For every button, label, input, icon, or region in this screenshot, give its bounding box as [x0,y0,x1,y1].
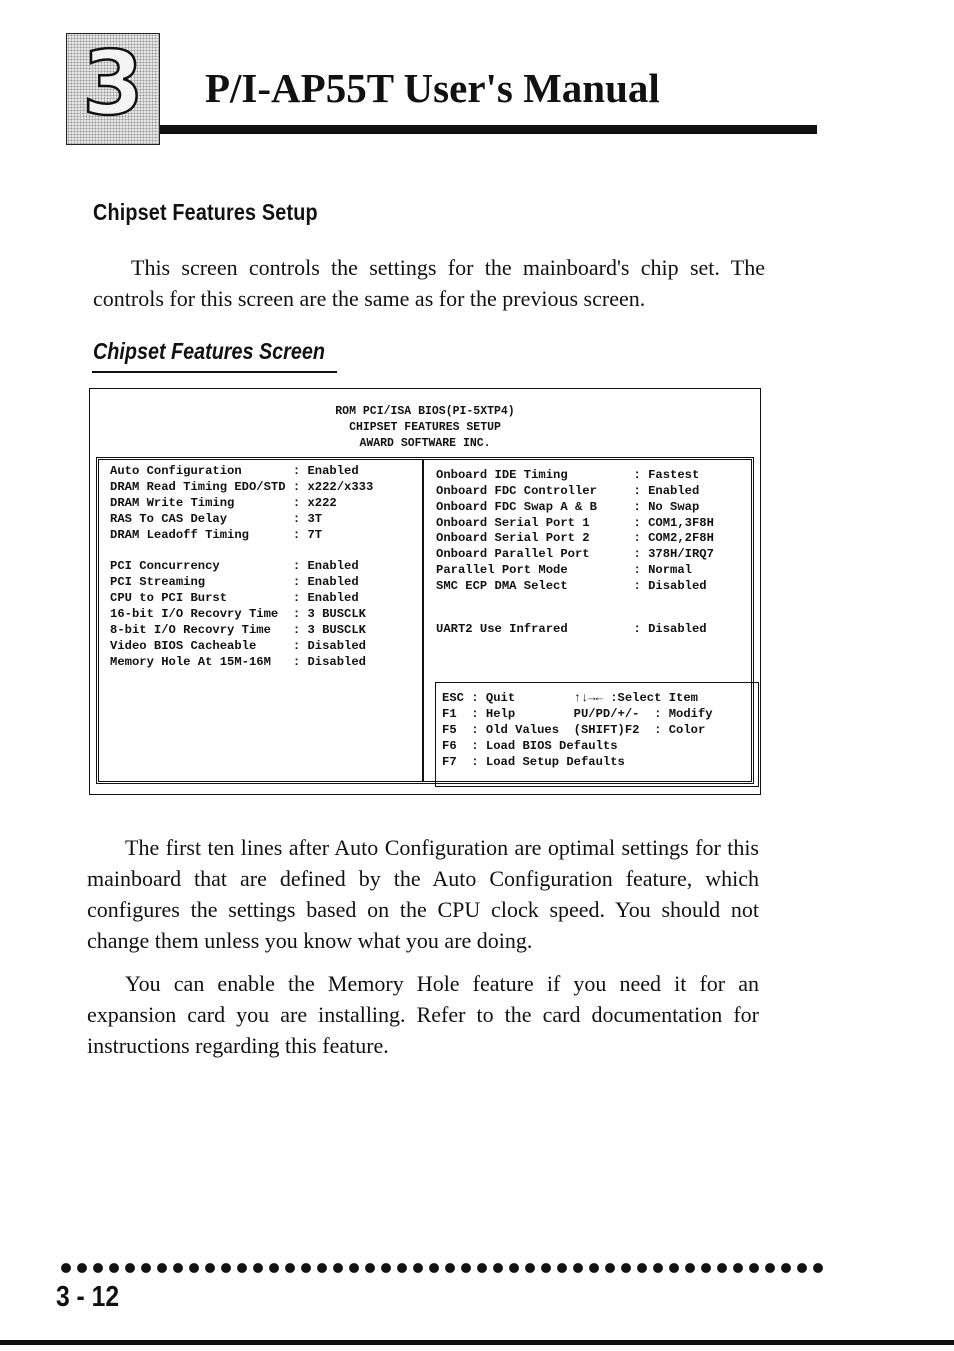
bottom-rule [0,1340,954,1345]
bios-header-line: CHIPSET FEATURES SETUP [349,421,501,434]
bios-settings-panel [96,457,754,784]
body-paragraph: The first ten lines after Auto Configuration are optimal settings for this mainboard that are defined by the Auto Configuration feature, which configures the settings based on the CPU clock speed. You should not change them unless you know what you are doing. [87,835,759,953]
body-paragraph: You can enable the Memory Hole feature if you need it for an expansion card you are installing. Refer to the card documentation for instructions regarding this feature. [87,971,759,1058]
intro-paragraph: This screen controls the settings for the mainboard's chip set. The controls for this screen are the same as for the previous screen. [93,255,765,311]
bios-setting-row: Onboard IDE Timing : Fastest [436,468,700,482]
bios-setting-row: Onboard Serial Port 2 : COM2,2F8H [436,531,714,545]
section-heading: Chipset Features Setup [93,199,318,225]
page-number: 3 - 12 [56,1281,120,1313]
bios-setting-row: Onboard FDC Controller : Enabled [436,484,700,498]
figure-heading-underline [92,371,337,373]
bios-setting-row: Onboard Parallel Port : 378H/IRQ7 [436,547,714,561]
bios-setting-row: Onboard FDC Swap A & B : No Swap [436,500,700,514]
bios-setting-row: DRAM Write Timing : x222 [110,496,337,510]
bios-key-row: F7 : Load Setup Defaults [442,755,625,769]
bios-key-legend [435,682,759,787]
chapter-number: 3 [82,32,144,135]
bios-header-line: AWARD SOFTWARE INC. [359,437,491,450]
bios-key-row: F6 : Load BIOS Defaults [442,739,618,753]
bios-setting-row: CPU to PCI Burst : Enabled [110,591,359,605]
bios-column-divider [422,460,424,781]
bios-key-row: ESC : Quit ↑↓→← :Select Item [442,691,698,705]
bios-key-row: F5 : Old Values (SHIFT)F2 : Color [442,723,706,737]
bios-setting-row: Video BIOS Cacheable : Disabled [110,639,366,653]
chapter-number-box [66,33,160,145]
footer-dot-rule [58,1260,826,1276]
bios-setting-row: SMC ECP DMA Select : Disabled [436,579,707,593]
bios-setting-row: Onboard Serial Port 1 : COM1,3F8H [436,516,714,530]
bios-setting-row: PCI Streaming : Enabled [110,575,359,589]
bios-setting-row: DRAM Leadoff Timing : 7T [110,528,323,542]
bios-setting-row: Memory Hole At 15M-16M : Disabled [110,655,366,669]
header-rule [160,125,817,134]
bios-setting-row: PCI Concurrency : Enabled [110,559,359,573]
bios-screen [89,388,761,795]
bios-key-row: F1 : Help PU/PD/+/- : Modify [442,707,713,721]
bios-setting-row: DRAM Read Timing EDO/STD : x222/x333 [110,480,374,494]
bios-setting-row: Auto Configuration : Enabled [110,464,359,478]
bios-setting-row: Parallel Port Mode : Normal [436,563,692,577]
manual-title: P/I-AP55T User's Manual [205,65,660,111]
bios-header-line: ROM PCI/ISA BIOS(PI-5XTP4) [335,405,515,418]
bios-setting-row: RAS To CAS Delay : 3T [110,512,323,526]
bios-setting-row: UART2 Use Infrared : Disabled [436,622,707,636]
bios-setting-row: 16-bit I/O Recovry Time : 3 BUSCLK [110,607,366,621]
bios-setting-row: 8-bit I/O Recovry Time : 3 BUSCLK [110,623,366,637]
figure-heading: Chipset Features Screen [93,338,325,364]
